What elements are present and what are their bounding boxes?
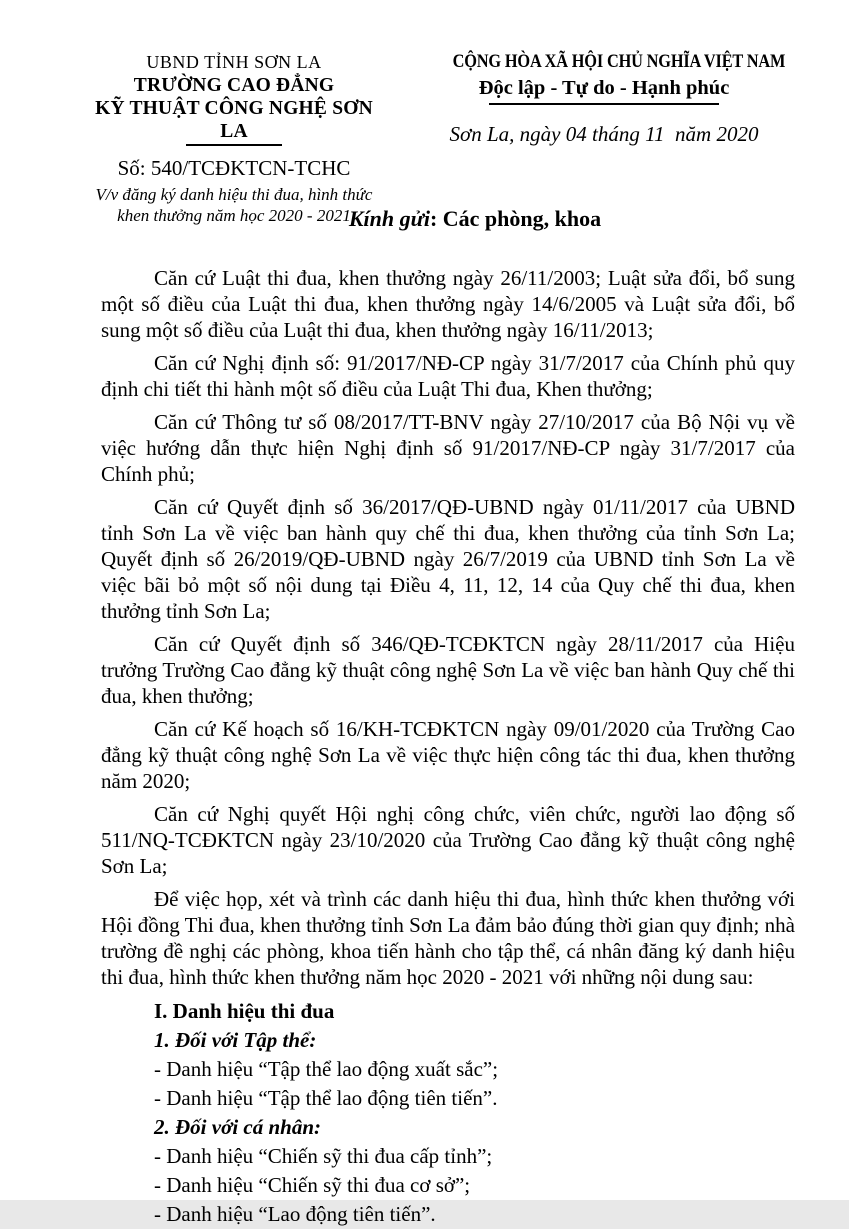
issuer-block: [88, 50, 380, 226]
place-and-date: Sơn La, ngày 04 tháng 11 năm 2020: [449, 122, 759, 146]
paragraph-legal-basis-4: Căn cứ Quyết định số 36/2017/QĐ-UBND ngày 01/11/2017 của UBND tỉnh Sơn La về việc ban hành quy chế thi đua, khen thưởng của tỉnh Sơn La; Quyết định số 26/2019/QĐ-UBND ngày 26/7/2019 của UBND tỉnh Sơn La về việc bãi bỏ một số nội dung tại Điều 4, 11, 12, 14 của Quy chế thi đua, khen thưởng tỉnh Sơn La;: [101, 495, 795, 623]
salutation-recipient: Các phòng, khoa: [442, 206, 602, 231]
paragraph-legal-basis-2: Căn cứ Nghị định số: 91/2017/NĐ-CP ngày 31/7/2017 của Chính phủ quy định chi tiết thi hành một số điều của Luật Thi đua, Khen thưởng;: [101, 351, 795, 401]
paragraph-purpose: Để việc họp, xét và trình các danh hiệu thi đua, hình thức khen thưởng với Hội đồng Thi đua, khen thưởng tỉnh Sơn La đảm bảo đúng thời gian quy định; nhà trường đề nghị các phòng, khoa tiến hành cho tập thể, cá nhân đăng ký danh hiệu thi đua, hình thức khen thưởng năm học 2020 - 2021 với những nội dung sau:: [101, 887, 795, 989]
section-heading-danh-hieu-thi-dua: I. Danh hiệu thi đua: [154, 999, 335, 1023]
salutation-colon: :: [429, 206, 443, 231]
paragraph-legal-basis-1: Căn cứ Luật thi đua, khen thưởng ngày 26/11/2003; Luật sửa đổi, bổ sung một số điều của Luật thi đua, khen thưởng ngày 14/6/2005 và Luật sửa đổi, bổ sung một số điều của Luật thi đua, khen thưởng ngày 16/11/2013;: [101, 266, 795, 342]
list-item: - Danh hiệu “Tập thể lao động tiên tiến”.: [154, 1086, 498, 1110]
issuer-name-line2: KỸ THUẬT CÔNG NGHỆ SƠN LA: [95, 98, 373, 142]
issuer-underline: [186, 144, 282, 146]
subsection-heading-tap-the: 1. Đối với Tập thể:: [154, 1028, 317, 1052]
salutation-line: [128, 205, 822, 233]
document-number: Số: 540/TCĐKTCN-TCHC: [117, 156, 351, 180]
list-item: - Danh hiệu “Lao động tiên tiến”.: [154, 1202, 436, 1226]
national-motto: Độc lập - Tự do - Hạnh phúc: [478, 77, 730, 99]
document-subject-line2: khen thưởng năm học 2020 - 2021: [117, 206, 351, 225]
list-item: - Danh hiệu “Chiến sỹ thi đua cơ sở”;: [154, 1173, 471, 1197]
country-name: CỘNG HÒA XÃ HỘI CHỦ NGHĨA VIỆT NAM: [452, 51, 786, 72]
document-body: [101, 265, 795, 1229]
document-subject-line1: V/v đăng ký danh hiệu thi đua, hình thức: [95, 185, 373, 204]
list-item: - Danh hiệu “Chiến sỹ thi đua cấp tỉnh”;: [154, 1144, 493, 1168]
subsection-heading-ca-nhan: 2. Đối với cá nhân:: [154, 1115, 322, 1139]
issuer-parent-name: UBND TỈNH SƠN LA: [146, 52, 322, 72]
paragraph-legal-basis-6: Căn cứ Kế hoạch số 16/KH-TCĐKTCN ngày 09/01/2020 của Trường Cao đẳng kỹ thuật công nghệ Sơn La về việc thực hiện công tác thi đua, khen thưởng năm 2020;: [101, 717, 795, 793]
national-motto-block: [428, 50, 786, 147]
paragraph-legal-basis-3: Căn cứ Thông tư số 08/2017/TT-BNV ngày 27/10/2017 của Bộ Nội vụ về việc hướng dẫn thực hiện Nghị định số 91/2017/NĐ-CP ngày 31/7/2017 của Chính phủ;: [101, 410, 795, 486]
list-item: - Danh hiệu “Tập thể lao động xuất sắc”;: [154, 1057, 499, 1081]
paragraph-legal-basis-7: Căn cứ Nghị quyết Hội nghị công chức, viên chức, người lao động số 511/NQ-TCĐKTCN ngày 23/10/2020 của Trường Cao đẳng kỹ thuật công nghệ Sơn La;: [101, 802, 795, 878]
issuer-name-line1: TRƯỜNG CAO ĐẲNG: [133, 75, 335, 96]
paragraph-legal-basis-5: Căn cứ Quyết định số 346/QĐ-TCĐKTCN ngày 28/11/2017 của Hiệu trưởng Trường Cao đẳng kỹ thuật công nghệ Sơn La về việc ban hành Quy chế thi đua, khen thưởng;: [101, 632, 795, 708]
salutation-label: Kính gửi: [348, 206, 430, 231]
motto-underline: [489, 103, 719, 105]
